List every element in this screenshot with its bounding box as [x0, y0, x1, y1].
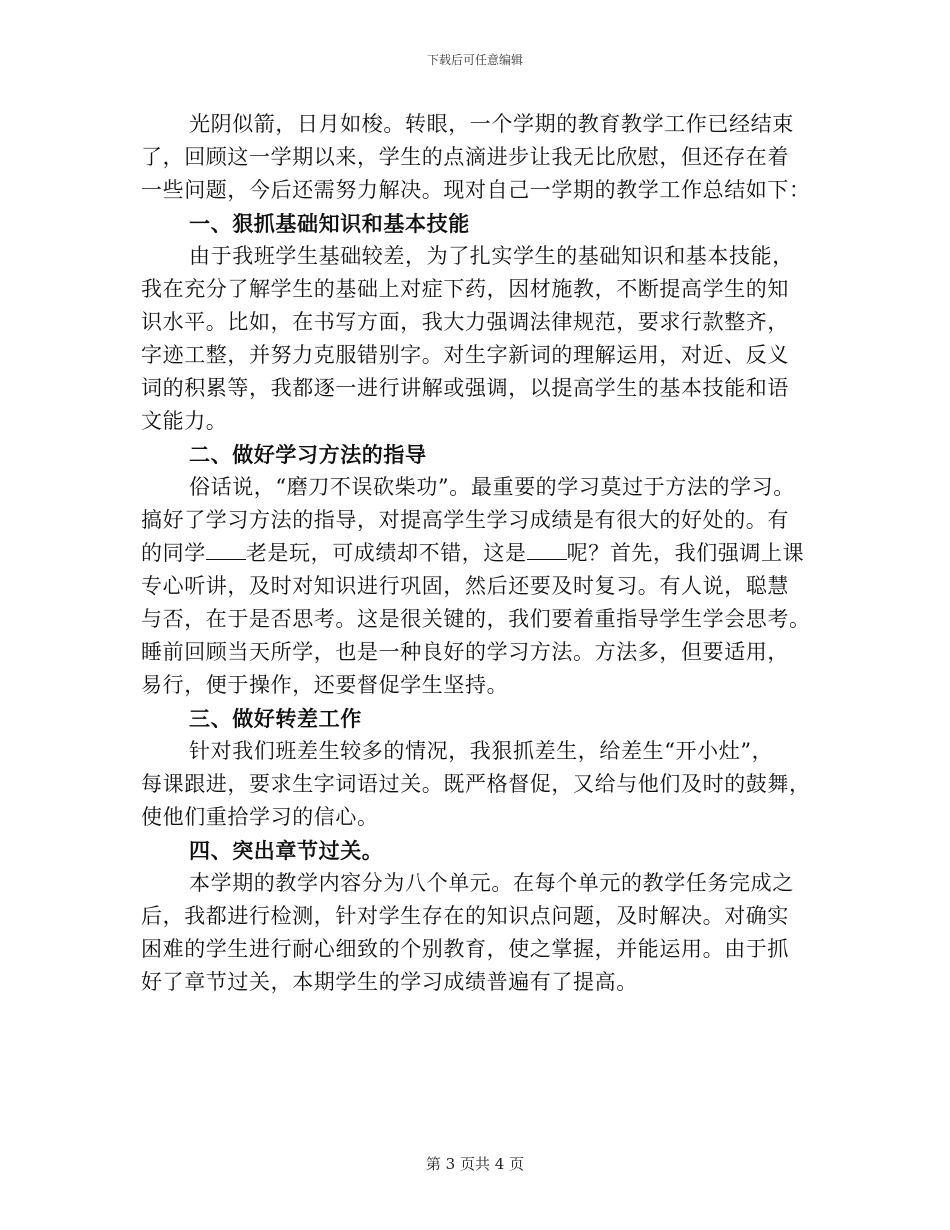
section-1-line: 我在充分了解学生的基础上对症下药，因材施教，不断提高学生的知 — [141, 277, 789, 301]
fill-in-blank — [527, 540, 567, 560]
section-4-line: 好了章节过关，本期学生的学习成绩普遍有了提高。 — [141, 970, 638, 994]
section-2-line-with-blanks — [141, 537, 813, 570]
text-fragment: 的同学 — [141, 541, 206, 565]
section-3-line: 每课跟进，要求生字词语过关。既严格督促，又给与他们及时的鼓舞， — [141, 772, 811, 796]
intro-line-2: 了，回顾这一学期以来，学生的点滴进步让我无比欣慰，但还存在着 — [141, 145, 789, 169]
intro-line-3: 一些问题，今后还需努力解决。现对自己一学期的教学工作总结如下： — [141, 178, 811, 202]
document-body — [141, 108, 813, 999]
page-header: 下载后可任意编辑 — [426, 53, 523, 67]
section-1-line: 字迹工整，并努力克服错别字。对生字新词的理解运用，对近、反义 — [141, 343, 789, 367]
section-2-line: 易行，便于操作，还要督促学生坚持。 — [141, 673, 509, 697]
section-3-line: 针对我们班差生较多的情况，我狠抓差生，给差生“开小灶”， — [189, 739, 774, 763]
section-4-line: 后，我都进行检测，针对学生存在的知识点问题，及时解决。对确实 — [141, 904, 789, 928]
fill-in-blank — [206, 540, 246, 560]
section-1-line: 由于我班学生基础较差，为了扎实学生的基础知识和基本技能， — [189, 244, 794, 268]
section-1-line: 识水平。比如，在书写方面，我大力强调法律规范，要求行款整齐， — [141, 310, 789, 334]
section-2-line: 睡前回顾当天所学，也是一种良好的学习方法。方法多，但要适用， — [141, 640, 789, 664]
section-4-line: 困难的学生进行耐心细致的个别教育，使之掌握，并能运用。由于抓 — [141, 937, 789, 961]
section-1-line: 文能力。 — [141, 409, 228, 433]
section-1-line: 词的积累等，我都逐一进行讲解或强调，以提高学生的基本技能和语 — [141, 376, 789, 400]
section-4-heading: 四、突出章节过关。 — [189, 838, 384, 863]
text-fragment: 呢？首先，我们强调上课 — [566, 541, 805, 565]
intro-line-1: 光阴似箭，日月如梭。转眼，一个学期的教育教学工作已经结束 — [189, 112, 794, 136]
section-2-heading: 二、做好学习方法的指导 — [189, 442, 427, 467]
section-4-line: 本学期的教学内容分为八个单元。在每个单元的教学任务完成之 — [189, 871, 794, 895]
section-2-line: 俗话说，“磨刀不误砍柴功”。最重要的学习莫过于方法的学习。 — [189, 475, 795, 499]
section-3-heading: 三、做好转差工作 — [189, 706, 362, 731]
section-3-line: 使他们重拾学习的信心。 — [141, 805, 379, 829]
text-fragment: 老是玩，可成绩却不错，这是 — [245, 541, 527, 565]
page-footer: 第 3 页共 4 页 — [425, 1155, 525, 1173]
section-1-heading: 一、狠抓基础知识和基本技能 — [189, 211, 470, 236]
section-2-line: 搞好了学习方法的指导，对提高学生学习成绩是有很大的好处的。有 — [141, 508, 789, 532]
section-2-line: 专心听讲，及时对知识进行巩固，然后还要及时复习。有人说，聪慧 — [141, 574, 789, 598]
section-2-line: 与否，在于是否思考。这是很关键的，我们要着重指导学生学会思考。 — [141, 607, 811, 631]
